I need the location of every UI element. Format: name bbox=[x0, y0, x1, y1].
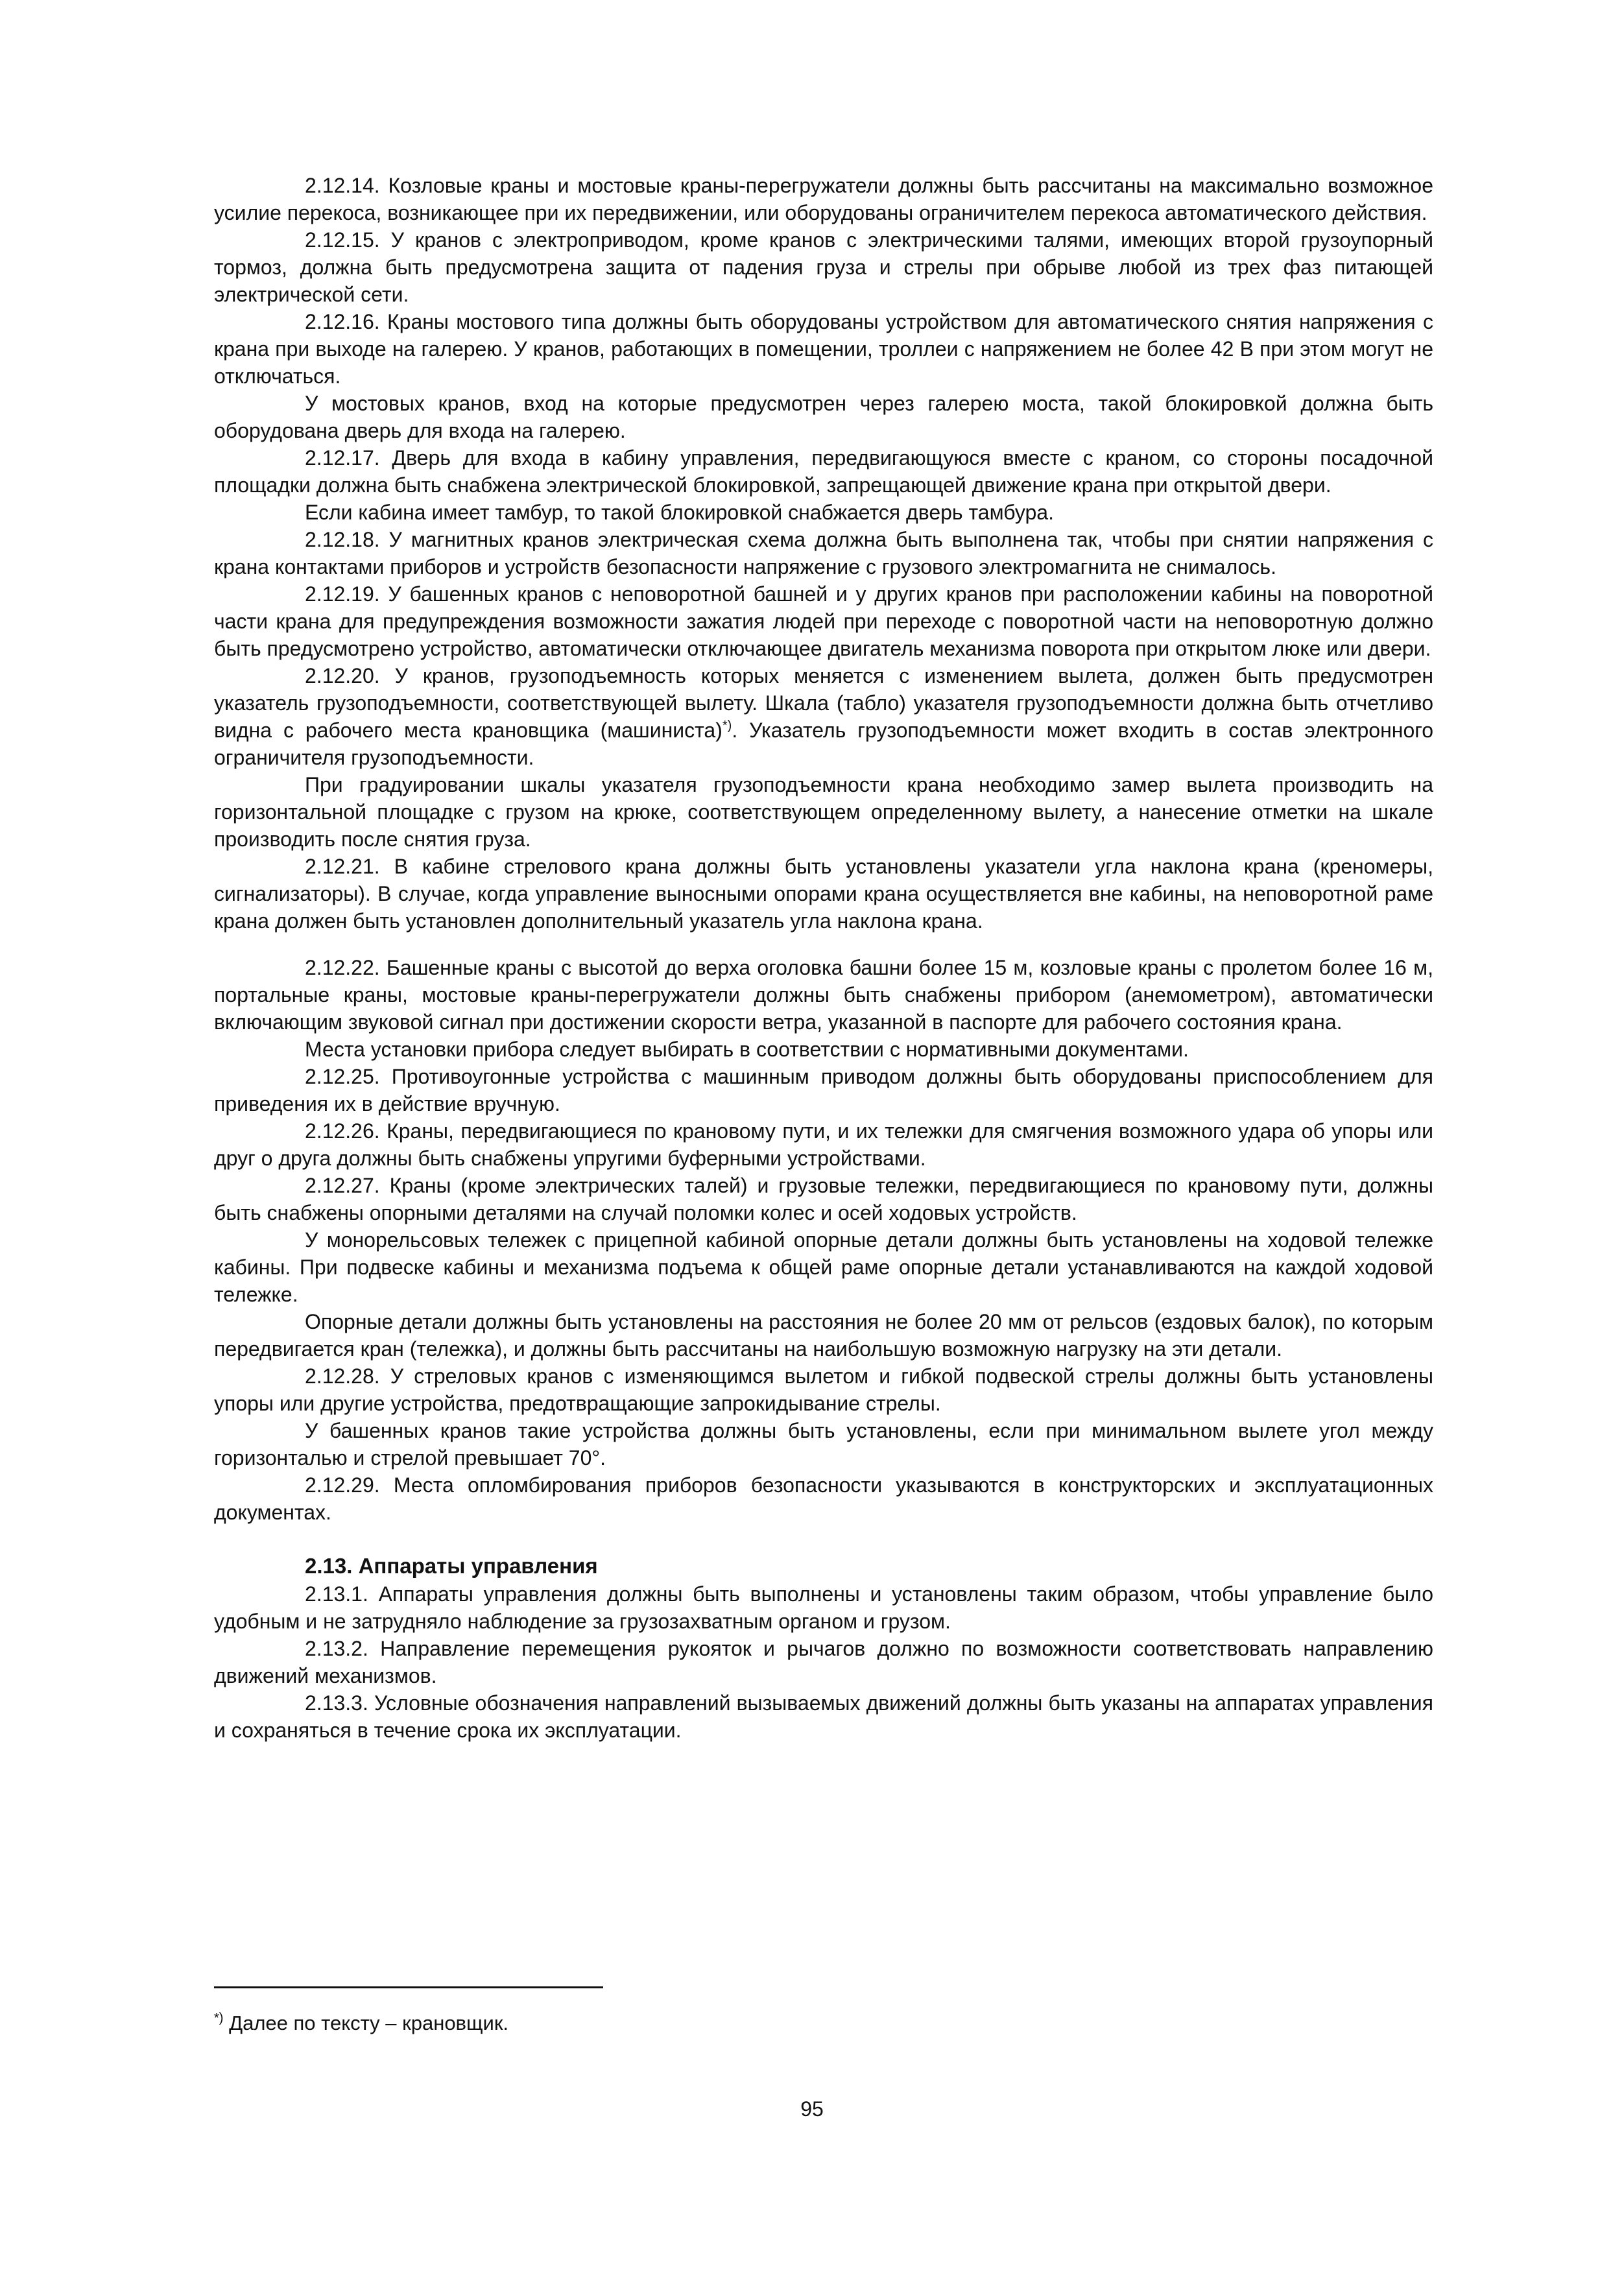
paragraph-2-12-29: 2.12.29. Места опломбирования приборов безопасности указываются в конструкторских и эксплуатационных документах. bbox=[214, 1473, 1433, 1524]
footnote-reference: *) bbox=[722, 719, 732, 733]
paragraph-2-12-22: 2.12.22. Башенные краны с высотой до верха оголовка башни более 15 м, козловые краны с пролетом более 16 м, портальные краны, мостовые краны-перегружатели должны быть снабжены прибором (анемометром), автоматически включающим звуковой сигнал при достижении скорости ветра, указанной в паспорте для рабочего состояния крана. bbox=[214, 956, 1433, 1034]
footnote-divider bbox=[214, 1986, 603, 1988]
paragraph-2-12-27: 2.12.27. Краны (кроме электрических талей) и грузовые тележки, передвигающиеся по крановому пути, должны быть снабжены опорными деталями на случай поломки колес и осей ходовых устройств. bbox=[214, 1174, 1433, 1224]
footnote-text: Далее по тексту – крановщик. bbox=[229, 2012, 509, 2034]
paragraph-2-12-21: 2.12.21. В кабине стрелового крана должны быть установлены указатели угла наклона крана (креномеры, сигнализаторы). В случае, когда управление выносными опорами крана осуществляется вне кабины, на неповоротной раме крана должен быть установлен дополнительный указатель угла наклона крана. bbox=[214, 855, 1433, 933]
footnote-mark: *) bbox=[214, 2011, 224, 2025]
paragraph-2-13-2: 2.13.2. Направление перемещения рукояток и рычагов должно по возможности соответствовать направлению движений механизмов. bbox=[214, 1637, 1433, 1687]
page-body bbox=[214, 172, 1433, 1744]
paragraph-2-12-27-distance: Опорные детали должны быть установлены на расстояния не более 20 мм от рельсов (ездовых балок), по которым передвигается кран (тележка), и должны быть рассчитаны на наибольшую возможную нагрузку на эти детали. bbox=[214, 1310, 1433, 1361]
paragraph-2-12-17-vestibule: Если кабина имеет тамбур, то такой блокировкой снабжается дверь тамбура. bbox=[305, 501, 1054, 524]
paragraph-2-12-16: 2.12.16. Краны мостового типа должны быть оборудованы устройством для автоматического снятия напряжения с крана при выходе на галерею. У кранов, работающих в помещении, троллеи с напряжением не более 42 В при этом могут не отключаться. bbox=[214, 310, 1433, 388]
paragraph-2-12-27-monorail: У монорельсовых тележек с прицепной кабиной опорные детали должны быть установлены на ходовой тележке кабины. При подвеске кабины и механизма подъема к общей раме опорные детали устанавливаются на каждой ходовой тележке. bbox=[214, 1228, 1433, 1306]
paragraph-2-13-1: 2.13.1. Аппараты управления должны быть выполнены и установлены таким образом, чтобы управление было удобным и не затрудняло наблюдение за грузозахватным органом и грузом. bbox=[214, 1582, 1433, 1633]
paragraph-2-12-20-tail: . Указатель грузоподъемности может входить в состав электронного ограничителя грузоподъемности. bbox=[214, 719, 1434, 769]
paragraph-2-12-20-calibration: При градуировании шкалы указателя грузоподъемности крана необходимо замер вылета производить на горизонтальной площадке с грузом на крюке, соответствующем определенному вылету, а нанесение отметки на шкале производить после снятия груза. bbox=[214, 773, 1433, 851]
paragraph-2-12-28-tower: У башенных кранов такие устройства должны быть установлены, если при минимальном вылете угол между горизонталью и стрелой превышает 70°. bbox=[214, 1419, 1433, 1470]
section-title: 2.13. Аппараты управления bbox=[305, 1554, 598, 1578]
paragraph-2-12-19: 2.12.19. У башенных кранов с неповоротной башней и у других кранов при расположении кабины на поворотной части крана для предупреждения возможности зажатия людей при переходе с поворотной части на неповоротную должно быть предусмотрено устройство, автоматически отключающее двигатель механизма поворота при открытом люке или двери. bbox=[214, 582, 1433, 660]
page-number: 95 bbox=[800, 2097, 824, 2121]
paragraph-2-12-18: 2.12.18. У магнитных кранов электрическая схема должна быть выполнена так, чтобы при снятии напряжения с крана контактами приборов и устройств безопасности напряжение с грузового электромагнита не снималось. bbox=[214, 528, 1433, 578]
paragraph-2-12-20 bbox=[214, 662, 1433, 771]
paragraph-2-12-17: 2.12.17. Дверь для входа в кабину управления, передвигающуюся вместе с краном, со стороны посадочной площадки должна быть снабжена электрической блокировкой, запрещающей движение крана при открытой двери. bbox=[214, 446, 1433, 497]
paragraph-2-12-15: 2.12.15. У кранов с электроприводом, кроме кранов с электрическими талями, имеющих второй грузоупорный тормоз, должна быть предусмотрена защита от падения груза и стрелы при обрыве любой из трех фаз питающей электрической сети. bbox=[214, 228, 1433, 306]
paragraph-2-13-3: 2.13.3. Условные обозначения направлений вызываемых движений должны быть указаны на аппаратах управления и сохраняться в течение срока их эксплуатации. bbox=[214, 1691, 1433, 1742]
paragraph-2-12-26: 2.12.26. Краны, передвигающиеся по крановому пути, и их тележки для смягчения возможного удара об упоры или друг о друга должны быть снабжены упругими буферными устройствами. bbox=[214, 1119, 1433, 1170]
paragraph-2-12-25: 2.12.25. Противоугонные устройства с машинным приводом должны быть оборудованы приспособлением для приведения их в действие вручную. bbox=[214, 1065, 1433, 1115]
footnote bbox=[214, 2005, 508, 2036]
paragraph-2-12-14: 2.12.14. Козловые краны и мостовые краны-перегружатели должны быть рассчитаны на максимально возможное усилие перекоса, возникающее при их передвижении, или оборудованы ограничителем перекоса автоматического действия. bbox=[214, 174, 1433, 224]
paragraph-2-12-20-text: 2.12.20. У кранов, грузоподъемность которых меняется с изменением вылета, должен быть предусмотрен указатель грузоподъемности, соответствующей вылету. Шкала (табло) указателя грузоподъемности должна быть отчетливо видна с рабочего места крановщика (машиниста) bbox=[214, 664, 1433, 742]
paragraph-2-12-22-placement: Места установки прибора следует выбирать в соответствии с нормативными документами. bbox=[305, 1038, 1189, 1061]
paragraph-2-12-28: 2.12.28. У стреловых кранов с изменяющимся вылетом и гибкой подвеской стрелы должны быть установлены упоры или другие устройства, предотвращающие запрокидывание стрелы. bbox=[214, 1364, 1433, 1415]
paragraph-2-12-16-gallery: У мостовых кранов, вход на которые предусмотрен через галерею моста, такой блокировкой должна быть оборудована дверь для входа на галерею. bbox=[214, 392, 1433, 442]
